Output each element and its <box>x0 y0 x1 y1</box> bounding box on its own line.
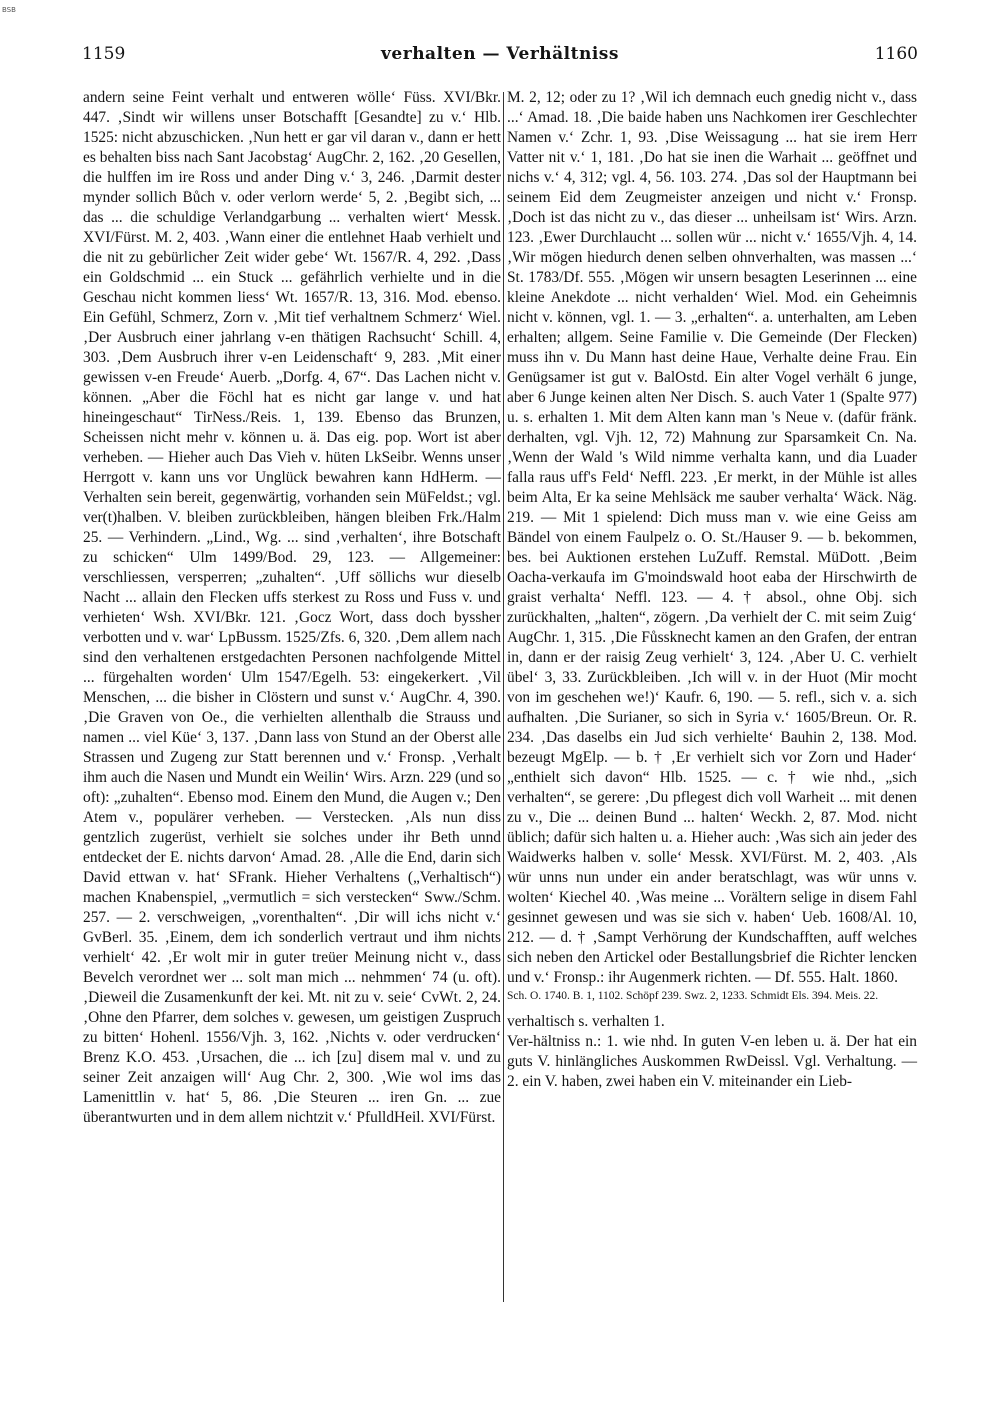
page-header <box>82 44 918 72</box>
library-stamp: BSB <box>2 6 16 14</box>
left-column <box>83 88 501 1128</box>
right-column <box>507 88 917 1092</box>
right-column-text: M. 2, 12; oder zu 1? ‚Wil ich demnach euch gnedig nicht v., dass ...‘ Amad. 18. ‚Die baide haben uns Nachkomen irer Geschlechter Namen v.‘ Zchr. 1, 93. ‚Dise Weissagung ... hat sie irem Herr Vatter nit v.‘ 1, 181. ‚Do hat sie inen die Warhait ... geöffnet und nichs v.‘ 4, 312; vgl. 4, 56. 103. 274. ‚Das sol der Hauptmann bei seinem Eid dem Zeugmeister anzeigen und nicht v.‘ Fronsp. ‚Doch ist das nicht zu v., das dieser ... unheilsam ist‘ Wirs. Arzn. 123. ‚Ewer Durchlaucht ... sollen wür ... nicht v.‘ 1655/Vjh. 4, 14. ‚Wir mögen hiedurch denen selben ohnverhalten, was massen ...‘ St. 1783/Df. 555. ‚Mögen wir unsern besagten Leserinnen ... eine kleine Anekdote ... nicht verhalden‘ Wiel. Mod. ein Geheimnis nicht v. können, vgl. 1. — 3. „erhalten“. a. unterhalten, am Leben erhalten; allgem. Seine Familie v. Die Gemeinde (Der Flecken) muss ihn v. Du Mann hast deine Haue, Verhalte deine Frau. Ein Genügsamer ist gut v. BalOstd. Ein alter Vogel verhält 6 junge, aber 6 Junge keinen alten Ner Disch. S. auch Vater 1 (Spalte 977) u. s. erhalten 1. Mit dem Alten kann man 's Neue v. (dafür fränk. derhalten, vgl. Vjh. 12, 72) Mahnung zur Sparsamkeit Cn. Na. ‚Wenn der Wald 's Wild nimme verhalta kann, und dia Luader falla raus uff's Feld‘ Neffl. 223. ‚Er merkt, in der Mühle ist alles beim Alta, Er ka seine Mehlsäck me sauber verhalta‘ Wäck. Näg. 219. — Mit 1 spielend: Dich muss man v. wie eine Geiss am Bändel von einem Faulpelz o. O. St./Hauser 9. — b. bekommen, bes. bei Auktionen erstehen LuZuff. Remstal. MüDott. ‚Beim Oacha-verkaufa im G'moindswald hoot eaba der Hirschwirth de graist verhalta‘ Neffl. 123. — 4. † absol., ohne Obj. sich zurückhalten, „halten“, zögern. ‚Da verhielt der C. mit seim Zuig‘ AugChr. 1, 315. ‚Die Fůssknecht kamen an den Grafen, der entran in, dann er der raisig Zeug verhielt‘ 3, 124. ‚Aber U. C. verhielt übel‘ 3, 33. Zurückbleiben. ‚Ich will v. in der Huot (Mir mocht von im geschehen we!)‘ Kaufr. 6, 190. — 5. refl., sich v. a. sich aufhalten. ‚Die Surianer, so sich in Syria v.‘ 1605/Breun. Or. R. 234. ‚Das daselbs ein Jud sich verhielte‘ Bauhin 2, 138. Mod. bezeugt MgElp. — b. † ‚Er verhielt sich vor Zorn und Hader‘ „enthielt sich davon“ Hlb. 1525. — c. † wie nhd., „sich verhalten“, se gerere: ‚Du pflegest dich voll Warheit ... mit denen zu v., Die ... deinen Bund ... halten‘ Weckh. 2, 87. Mod. nicht üblich; dafür sich halten u. a. Hieher auch: ‚Was sich ain jeder des Waidwerks halben v. solle‘ Messk. XVI/Fürst. M. 2, 403. ‚Als wür unns nun under ein ander beratschlagt, was wür unns v. wolten‘ Kiechel 40. ‚Was meine ... Vorältern selige in disem Fahl gesinnet gewesen und was sie sich v. haben‘ Ueb. 1608/Al. 10, 212. — d. † ‚Sampt Verhörung der Kundschafften, auff welches sich neben den Artickel oder Bestallungsbrief die Richter lencken und v.‘ Fronsp.: ihr Augenmerk richten. — Df. 555. Halt. 1860. <box>507 89 917 986</box>
entry-verhaeltniss: Ver-hältniss n.: 1. wie nhd. In guten V-en leben u. ä. Der hat ein guts V. hinlängliches Auskommen RwDeissl. Vgl. Verhaltung. — 2. ein V. haben, zwei haben ein V. miteinander ein Lieb- <box>507 1033 917 1090</box>
references-text: Sch. O. 1740. B. 1, 1102. Schöpf 239. Swz. 2, 1233. Schmidt Els. 394. Meis. 22. <box>507 990 879 1002</box>
column-divider <box>503 92 504 1302</box>
page-number-left: 1159 <box>82 44 126 64</box>
left-column-text: andern seine Feint verhalt und entweren wölle‘ Füss. XVI/Bkr. 447. ‚Sindt wir willens unser Botschafft [Gesandte] zu v.‘ Hlb. 1525: nicht abzuschicken. ‚Nun hett er gar vil daran v., dann er hett es behalten biss nach Sant Jacobstag‘ AugChr. 2, 162. ‚20 Gesellen, die hulffen im ire Ross und ander Ding v.‘ 3, 246. ‚Darmit dester mynder sollich Bůch v. oder verlorn werde‘ 5, 2. ‚Begibt sich, ... das ... die schuldige Verlandgarbung ... verhalten wiert‘ Messk. XVI/Fürst. M. 2, 403. ‚Wann einer die entlehnet Haab verhielt und die nit zu gebürlicher Zeit wider gebe‘ Wt. 1567/R. 4, 292. ‚Dass ein Goldschmid ... ein Stuck ... gefährlich verhielte und in die Geschau nicht kommen liess‘ Wt. 1657/R. 13, 316. Mod. ebenso. Ein Gefühl, Schmerz, Zorn v. ‚Mit tief verhaltnem Schmerz‘ Wiel. ‚Der Ausbruch einer jahrlang v-en thätigen Rachsucht‘ Schill. 4, 303. ‚Dem Ausbruch ihrer v-en Leidenschaft‘ 9, 283. ‚Mit einer gewissen v-en Freude‘ Auerb. „Dorfg. 4, 67“. Das Lachen nicht v. können. „Aber die Föchl hat es nicht gar lange v. und hat hineingeschaut“ TirNess./Reis. 1, 139. Ebenso das Brunzen, Scheissen nicht mehr v. können u. ä. Das eig. pop. Wort ist aber verheben. — Hieher auch Das Vieh v. hüten LkSeibr. Wenns unser Herrgott v. kann uns vor Unglück bewahren kann HdHerm. — Verhalten sein bereit, gegenwärtig, vorhanden sein MüFeldst.; vgl. ver(t)halben. V. bleiben zurückbleiben, hängen bleiben Frk./Halm 25. — Verhindern. „Lind., Wg. ... sind ‚verhalten‘, ihre Botschaft zu schicken“ Ulm 1499/Bod. 29, 123. — Allgemeiner: verschliessen, versperren; „zuhalten“. ‚Uff söllichs wur dieselb Nacht ... allain den Flecken uffs sterkest zu Ross und Fuss v. und verhieten‘ Wsh. XVI/Bkr. 121. ‚Gocz Wort, dass doch byssher verbotten und v. war‘ LpBussm. 1525/Zfs. 6, 320. ‚Dem allem nach sind den verhaltenen erstgedachten Personen nachfolgende Mittel ... fürgehalten worden‘ Ulm 1547/Egelh. 53: eingekerkert. ‚Vil Menschen, ... die bisher in Clöstern und sunst v.‘ AugChr. 4, 390. ‚Die Graven von Oe., die verhielten allenthalb die Strauss und namen ... viel Küe‘ 3, 137. ‚Dann lass von Stund an der Oberst alle Strassen und Zugeng zur Statt berennen und v.‘ Fronsp. ‚Verhalt ihm auch die Nasen und Mundt ein Weilin‘ Wirs. Arzn. 229 (und so oft): „zuhalten“. Ebenso mod. Einem den Mund, die Augen v.; Den Atem v., populärer verheben. — Verstecken. ‚Als nun diss gentzlich zugerüst, verhielt sie solches under ihr Beth unnd entdecket der E. nichts darvon‘ Amad. 28. ‚Alle die End, darin sich David ettwan v. hat‘ SFrank. Hieher Verhaltens („Verhaltisch“) machen Knabenspiel, „vermutlich = sich verstecken“ Sww./Schm. 257. — 2. verschweigen, „vorenthalten“. ‚Dir will ichs nicht v.‘ GvBerl. 35. ‚Einem, dem ich sonderlich vertraut und ihm nichts verhielt‘ 42. ‚Er wolt mir in guter treüer Meinung nicht v., dass Bevelch verordnet wer ... solt man mich ... nehmmen‘ 74 (u. oft). ‚Dieweil die Zusamenkunft der kei. Mt. nit zu v. seie‘ CvWt. 2, 24. ‚Ohne den Pfarrer, dem solches v. gewesen, um geistigen Zuspruch zu bitten‘ Hohenl. 1556/Vjh. 3, 162. ‚Nichts v. oder verdrucken‘ Brenz K.O. 453. ‚Ursachen, die ... ich [zu] disem mal v. und zu seiner Zeit anzaigen will‘ Aug Chr. 2, 300. ‚Wie wol ims das Lamenittlin v. hat‘ 5, 86. ‚Die Steuren ... iren Gn. ... zue überantwurten und in dem allem nichtzit v.‘ PfulldHeil. XVI/Fürst. <box>83 89 501 1126</box>
page-number-right: 1160 <box>874 44 918 64</box>
running-title: verhalten — Verhältniss <box>381 44 619 64</box>
entry-verhaltisch: verhaltisch s. verhalten 1. <box>507 1013 665 1030</box>
